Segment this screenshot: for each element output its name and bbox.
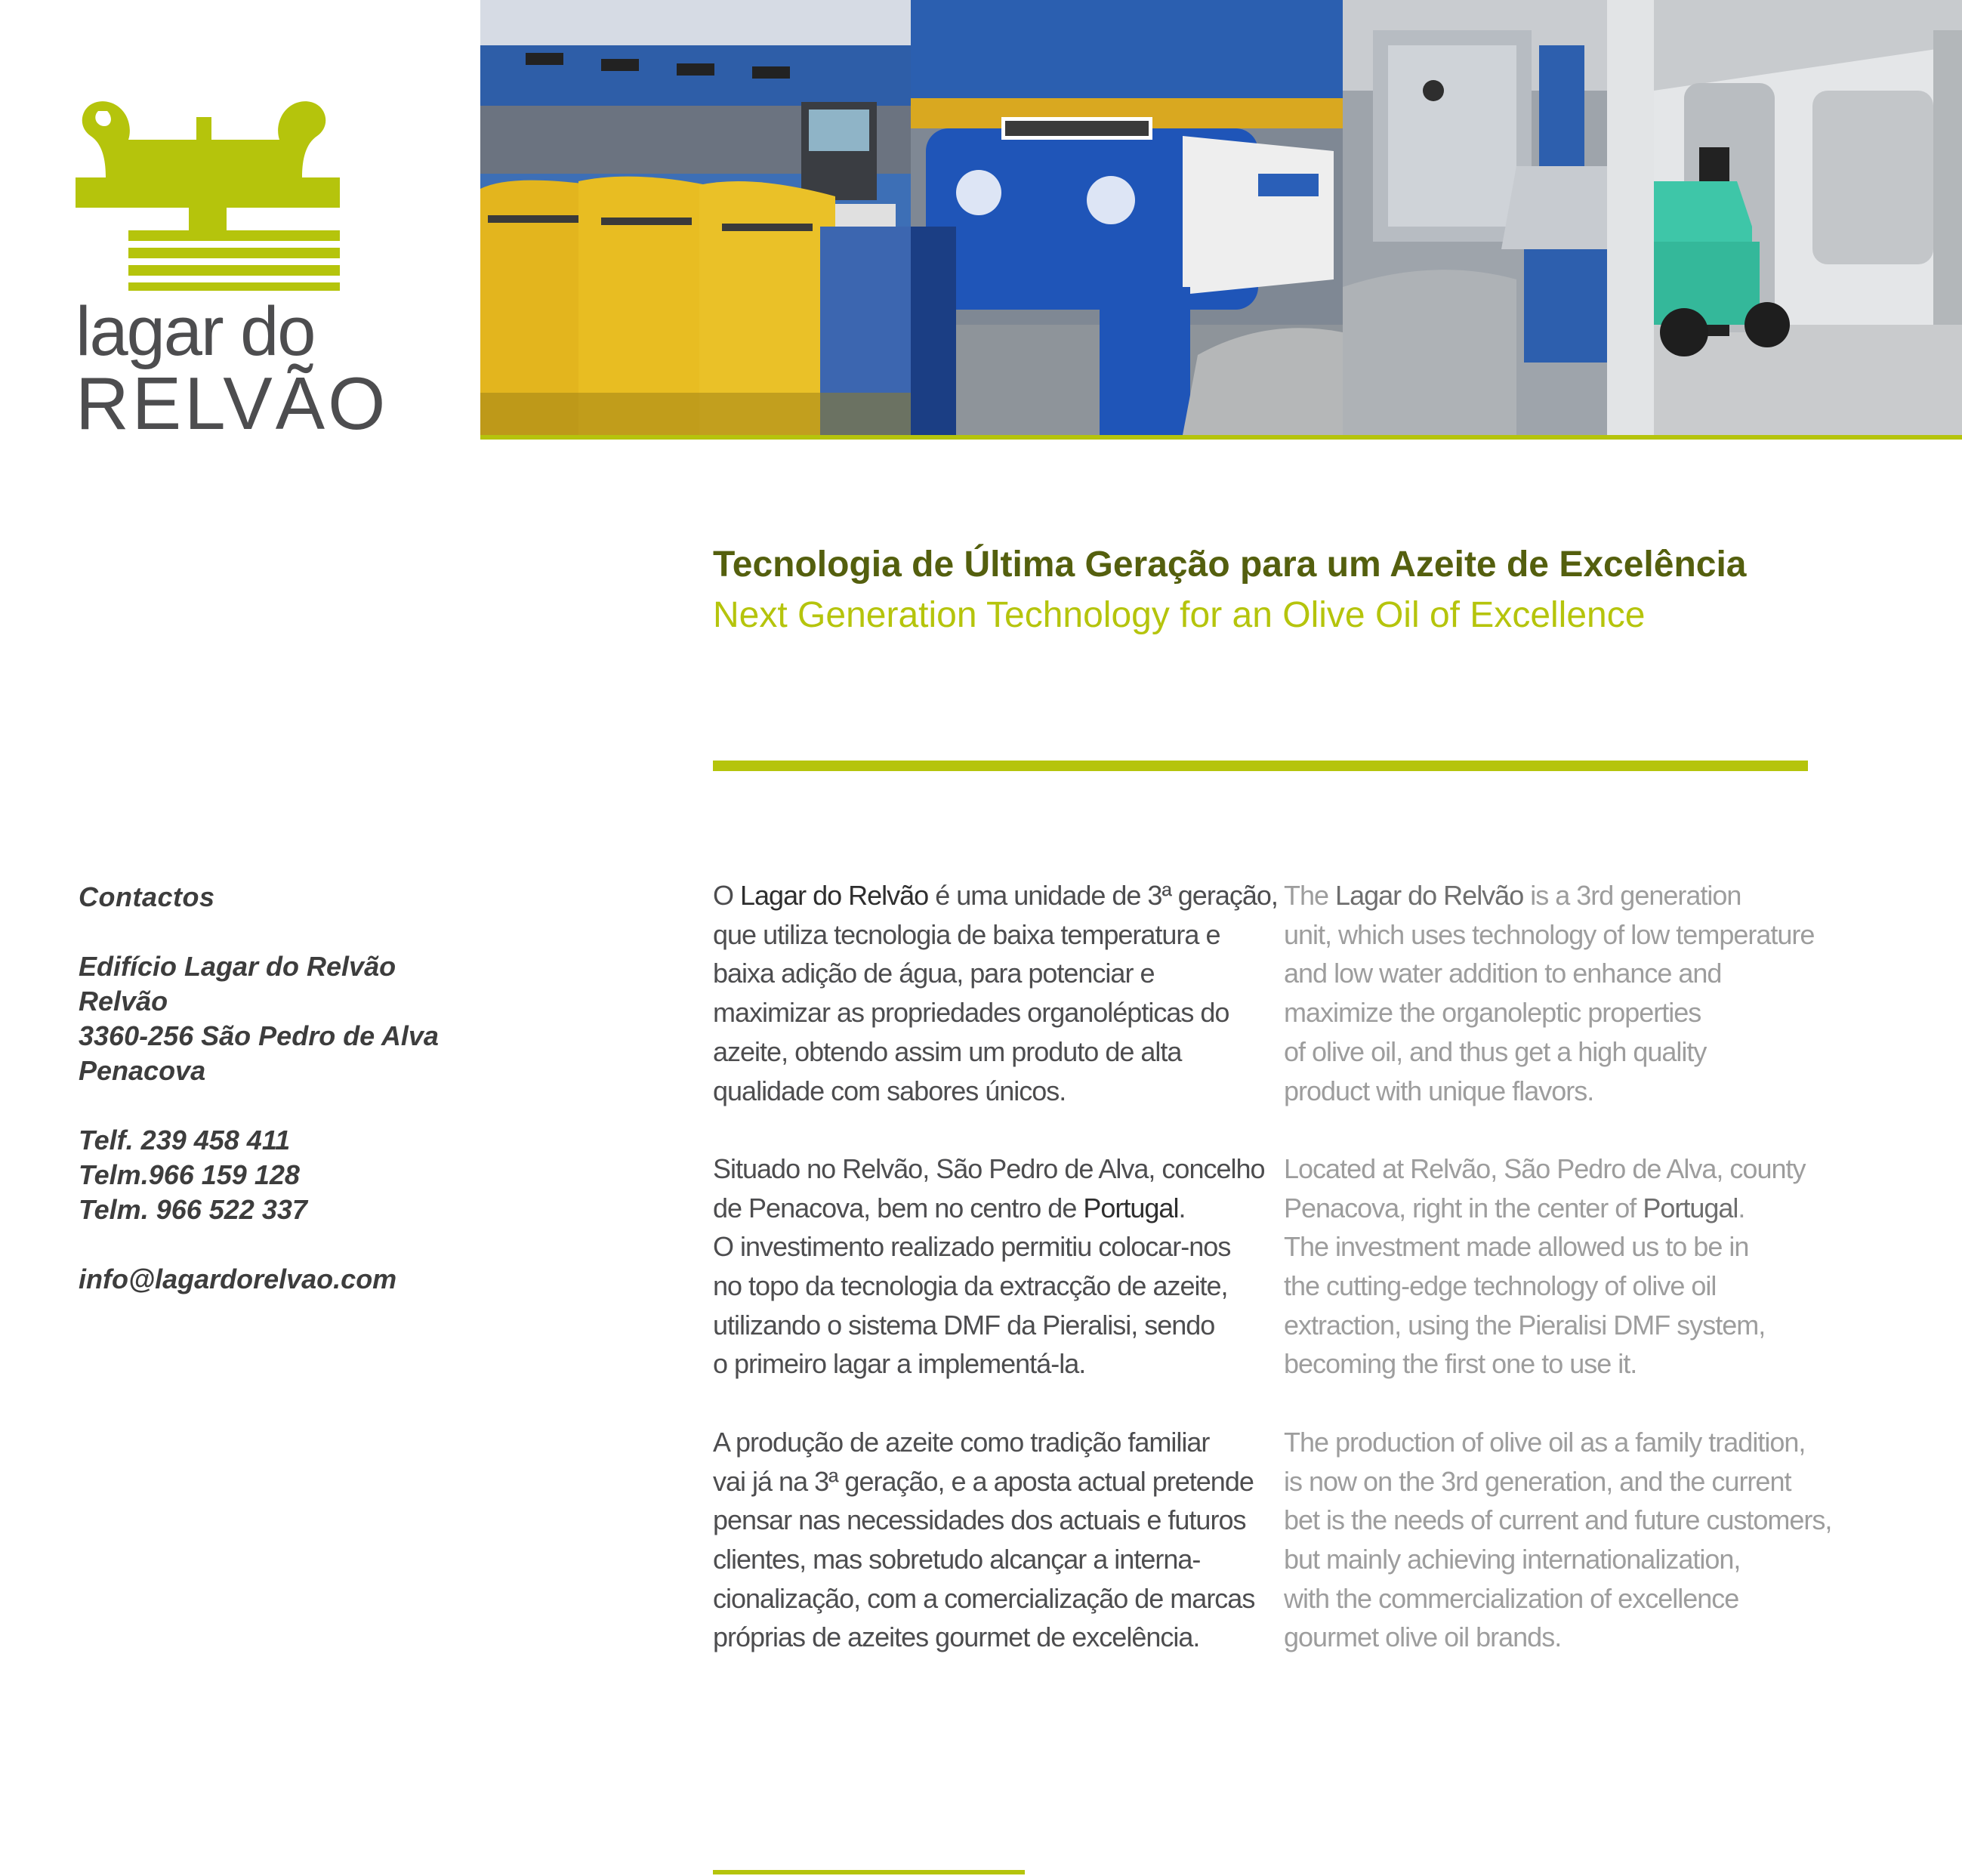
footer-divider — [713, 1870, 1025, 1874]
body-line: The Lagar do Relvão is a 3rd generation — [1284, 880, 1741, 911]
contacts-block — [79, 880, 532, 1297]
body-line: with the commercialization of excellence — [1284, 1582, 1739, 1614]
body-line: O Lagar do Relvão é uma unidade de 3ª geração, — [713, 880, 1278, 911]
body-line: The production of olive oil as a family tradition, — [1284, 1426, 1806, 1458]
body-line: baixa adição de água, para potenciar e — [713, 958, 1155, 989]
body-line: product with unique flavors. — [1284, 1075, 1594, 1106]
body-line: maximizar as propriedades organolépticas do — [713, 997, 1229, 1029]
photo-strip-underline — [480, 435, 1962, 440]
body-line: is now on the 3rd generation, and the current — [1284, 1465, 1791, 1497]
body-line: próprias de azeites gourmet de excelência. — [713, 1621, 1200, 1653]
body-line: que utiliza tecnologia de baixa temperatura e — [713, 918, 1220, 950]
photo-steel-separator — [1343, 0, 1654, 435]
company-logo — [76, 94, 389, 445]
logo-text-lagar-do: lagar do — [76, 293, 315, 370]
body-line: de Penacova, bem no centro de Portugal. — [713, 1192, 1186, 1223]
body-line: Penacova, right in the center of Portugal. — [1284, 1192, 1745, 1223]
section-divider — [713, 761, 1808, 771]
company-name-highlight: Lagar do Relvão — [740, 880, 929, 911]
body-line: clientes, mas sobretudo alcançar a interna- — [713, 1543, 1201, 1575]
olive-press-symbol-icon — [76, 94, 340, 291]
phone-line: Telf. 239 458 411 — [79, 1125, 291, 1156]
body-line: bet is the needs of current and future customers, — [1284, 1504, 1832, 1536]
body-line: A produção de azeite como tradição familiar — [713, 1426, 1210, 1458]
email-link[interactable]: info@lagardorelvao.com — [79, 1264, 397, 1294]
body-line: The investment made allowed us to be in — [1284, 1231, 1749, 1263]
phone-line: Telm.966 159 128 — [79, 1159, 300, 1190]
body-line: of olive oil, and thus get a high quality — [1284, 1035, 1707, 1067]
address-line: 3360-256 São Pedro de Alva — [79, 1020, 439, 1051]
body-column-english — [1284, 876, 1832, 1657]
logo-text-relvao: RELVÃO — [76, 362, 389, 445]
photo-yellow-molinova-machines — [480, 0, 911, 435]
photo-blue-pieralisi-decanter — [911, 0, 1343, 435]
address-line: Relvão — [79, 986, 168, 1017]
phone-line: Telm. 966 522 337 — [79, 1194, 307, 1225]
country-highlight: Portugal — [1083, 1192, 1179, 1223]
contacts-title: Contactos — [79, 881, 215, 912]
body-line: utilizando o sistema DMF da Pieralisi, sendo — [713, 1309, 1215, 1341]
body-line: cionalização, com a comercialização de marcas — [713, 1582, 1255, 1614]
photo-forklift-tanks — [1654, 0, 1962, 435]
heading-portuguese: Tecnologia de Última Geração para um Azeite de Excelência — [713, 545, 1747, 585]
body-line: maximize the organoleptic properties — [1284, 997, 1701, 1029]
body-line: no topo da tecnologia da extracção de azeite, — [713, 1270, 1228, 1302]
body-column-portuguese — [713, 876, 1278, 1657]
company-name-highlight: Lagar do Relvão — [1335, 880, 1524, 911]
body-line: Situado no Relvão, São Pedro de Alva, concelho — [713, 1152, 1265, 1184]
body-line: extraction, using the Pieralisi DMF system, — [1284, 1309, 1766, 1341]
body-line: o primeiro lagar a implementá-la. — [713, 1348, 1086, 1380]
body-line: gourmet olive oil brands. — [1284, 1621, 1562, 1653]
body-line: becoming the first one to use it. — [1284, 1348, 1637, 1380]
body-line: O investimento realizado permitiu colocar-nos — [713, 1231, 1231, 1263]
body-line: but mainly achieving internationalization, — [1284, 1543, 1741, 1575]
body-line: pensar nas necessidades dos actuais e futuros — [713, 1504, 1246, 1536]
body-line: Located at Relvão, São Pedro de Alva, county — [1284, 1152, 1806, 1184]
body-line: and low water addition to enhance and — [1284, 958, 1722, 989]
body-line: vai já na 3ª geração, e a aposta actual pretende — [713, 1465, 1254, 1497]
country-highlight: Portugal — [1643, 1192, 1738, 1223]
address-line: Edifício Lagar do Relvão — [79, 951, 396, 982]
address-line: Penacova — [79, 1055, 206, 1086]
body-line: unit, which uses technology of low temperature — [1284, 918, 1815, 950]
photo-strip — [480, 0, 1962, 435]
body-line: azeite, obtendo assim um produto de alta — [713, 1035, 1182, 1067]
body-line: the cutting-edge technology of olive oil — [1284, 1270, 1717, 1302]
heading-english: Next Generation Technology for an Olive Oil of Excellence — [713, 595, 1646, 635]
body-line: qualidade com sabores únicos. — [713, 1075, 1066, 1106]
